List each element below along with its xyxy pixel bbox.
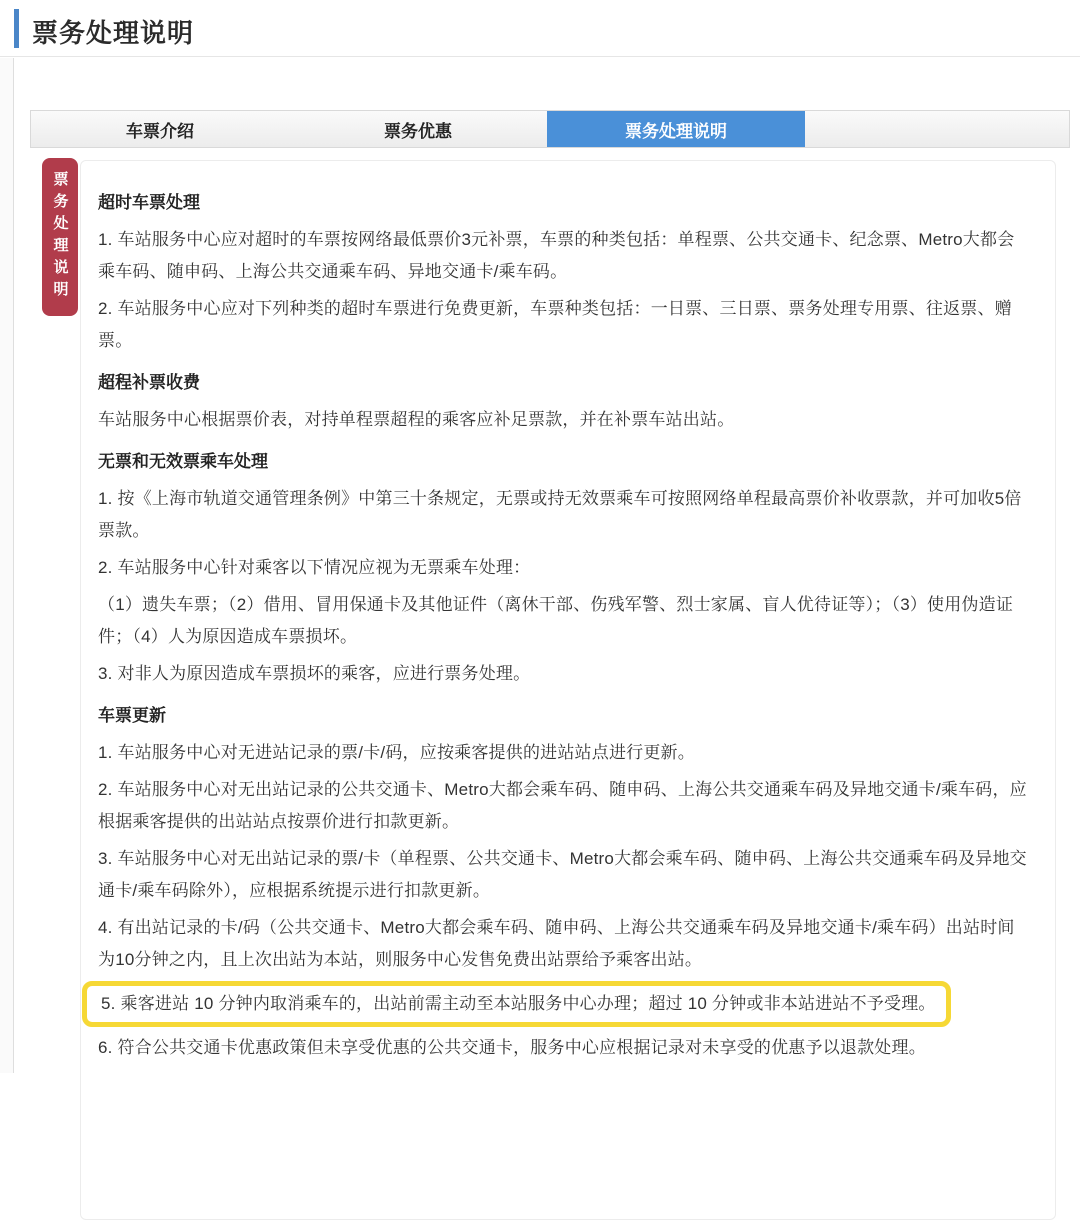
paragraph: 1. 按《上海市轨道交通管理条例》中第三十条规定，无票或持无效票乘车可按照网络单程最高票价补收票款，并可加收5倍票款。	[98, 489, 1022, 540]
paragraph: 车站服务中心根据票价表，对持单程票超程的乘客应补足票款，并在补票车站出站。	[98, 410, 735, 429]
paragraph: （1）遗失车票；（2）借用、冒用保通卡及其他证件（离休干部、伤残军警、烈士家属、盲人优待证等）；（3）使用伪造证件；（4）人为原因造成车票损坏。	[98, 595, 1014, 646]
title-accent-bar	[14, 9, 19, 48]
paragraph: 1. 车站服务中心应对超时的车票按网络最低票价3元补票，车票的种类包括：单程票、公共交通卡、纪念票、Metro大都会乘车码、随申码、上海公共交通乘车码、异地交通卡/乘车码。	[98, 230, 1015, 281]
tab-ticket-processing[interactable]: 票务处理说明	[547, 111, 805, 147]
content-body	[81, 161, 1055, 1074]
side-tab-ticket-processing[interactable]	[42, 158, 78, 316]
page-header	[0, 0, 1080, 57]
paragraph-highlighted: 5. 乘客进站 10 分钟内取消乘车的，出站前需主动至本站服务中心办理；超过 10 分钟或非本站进站不予受理。	[82, 981, 951, 1027]
section-heading: 无票和无效票乘车处理	[98, 452, 268, 471]
tab-fare-discount[interactable]: 票务优惠	[384, 121, 452, 141]
paragraph: 6. 符合公共交通卡优惠政策但未享受优惠的公共交通卡，服务中心应根据记录对未享受的优惠予以退款处理。	[98, 1038, 926, 1057]
section-heading: 超时车票处理	[98, 193, 200, 212]
section-heading: 超程补票收费	[98, 373, 200, 392]
paragraph: 2. 车站服务中心针对乘客以下情况应视为无票乘车处理：	[98, 558, 531, 577]
left-rail	[0, 58, 14, 1073]
paragraph: 3. 对非人为原因造成车票损坏的乘客，应进行票务处理。	[98, 664, 531, 683]
side-tab-label: 票务处理说明	[51, 171, 69, 303]
paragraph: 2. 车站服务中心应对下列种类的超时车票进行免费更新，车票种类包括：一日票、三日票、票务处理专用票、往返票、赠票。	[98, 299, 1012, 350]
paragraph: 3. 车站服务中心对无出站记录的票/卡（单程票、公共交通卡、Metro大都会乘车码、随申码、上海公共交通乘车码及异地交通卡/乘车码除外），应根据系统提示进行扣款更新。	[98, 849, 1027, 900]
section-heading: 车票更新	[98, 706, 166, 725]
content-panel	[80, 160, 1056, 1220]
page-title: 票务处理说明	[32, 18, 195, 48]
paragraph: 1. 车站服务中心对无进站记录的票/卡/码，应按乘客提供的进站站点进行更新。	[98, 743, 695, 762]
tab-bar	[30, 110, 1070, 148]
paragraph: 4. 有出站记录的卡/码（公共交通卡、Metro大都会乘车码、随申码、上海公共交通乘车码及异地交通卡/乘车码）出站时间为10分钟之内，且上次出站为本站，则服务中心发售免费出站票给予乘客出站。	[98, 918, 1015, 969]
tab-ticket-intro[interactable]: 车票介绍	[126, 121, 194, 141]
paragraph: 2. 车站服务中心对无出站记录的公共交通卡、Metro大都会乘车码、随申码、上海公共交通乘车码及异地交通卡/乘车码，应根据乘客提供的出站站点按票价进行扣款更新。	[98, 780, 1027, 831]
